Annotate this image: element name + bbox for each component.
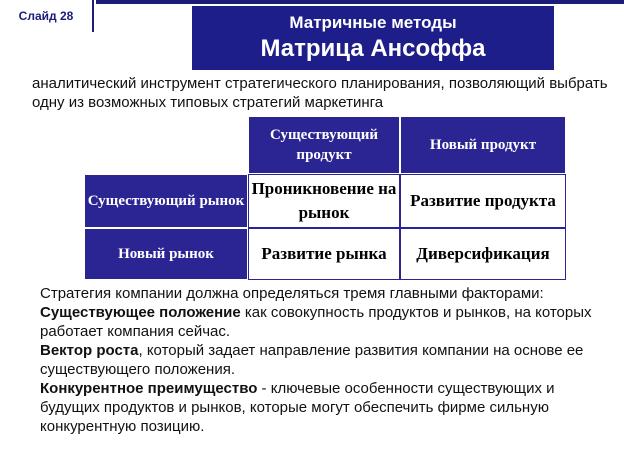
body-text — [40, 284, 616, 436]
factor-text: как совокупность продуктов и рынков, на которых работает компания сейчас. — [40, 304, 592, 340]
factor-term: Вектор роста — [40, 342, 139, 359]
matrix-cell-market-development: Развитие рынка — [248, 228, 400, 280]
matrix-col-header-new-product: Новый продукт — [400, 116, 566, 174]
factor-term: Конкурентное преимущество — [40, 380, 258, 397]
matrix-cell-diversification: Диверсификация — [400, 228, 566, 280]
matrix-row-header-new-market: Новый рынок — [84, 228, 248, 280]
factor-text: - ключевые особенности существующих и будущих продуктов и рынков, которые могут обеспечить фирме сильную конкурентную позицию. — [40, 380, 555, 435]
factor-paragraph — [40, 379, 616, 436]
matrix-row-header-existing-market: Существующий рынок — [84, 174, 248, 228]
body-lead: Стратегия компании должна определяться тремя главными факторами: — [40, 285, 544, 302]
slide-subtitle: Матричные методы — [289, 13, 457, 32]
matrix-cell-product-development: Развитие продукта — [400, 174, 566, 228]
title-box — [192, 6, 554, 70]
slide-number-label: Слайд 28 — [0, 0, 94, 32]
factor-paragraph — [40, 341, 616, 379]
factor-paragraph — [40, 303, 616, 341]
matrix-cell-market-penetration: Проникновение на рынок — [248, 174, 400, 228]
top-decoration-strip — [96, 0, 624, 4]
intro-text: аналитический инструмент стратегического планирования, позволяющий выбрать одну из возможных типовых стратегий маркетинга — [32, 75, 608, 111]
factor-term: Существующее положение — [40, 304, 241, 321]
matrix-col-header-existing-product: Существующий продукт — [248, 116, 400, 174]
factor-text: , который задает направление развития компании на основе ее существующего положения. — [40, 342, 584, 378]
slide-title: Матрица Ансоффа — [260, 35, 486, 62]
